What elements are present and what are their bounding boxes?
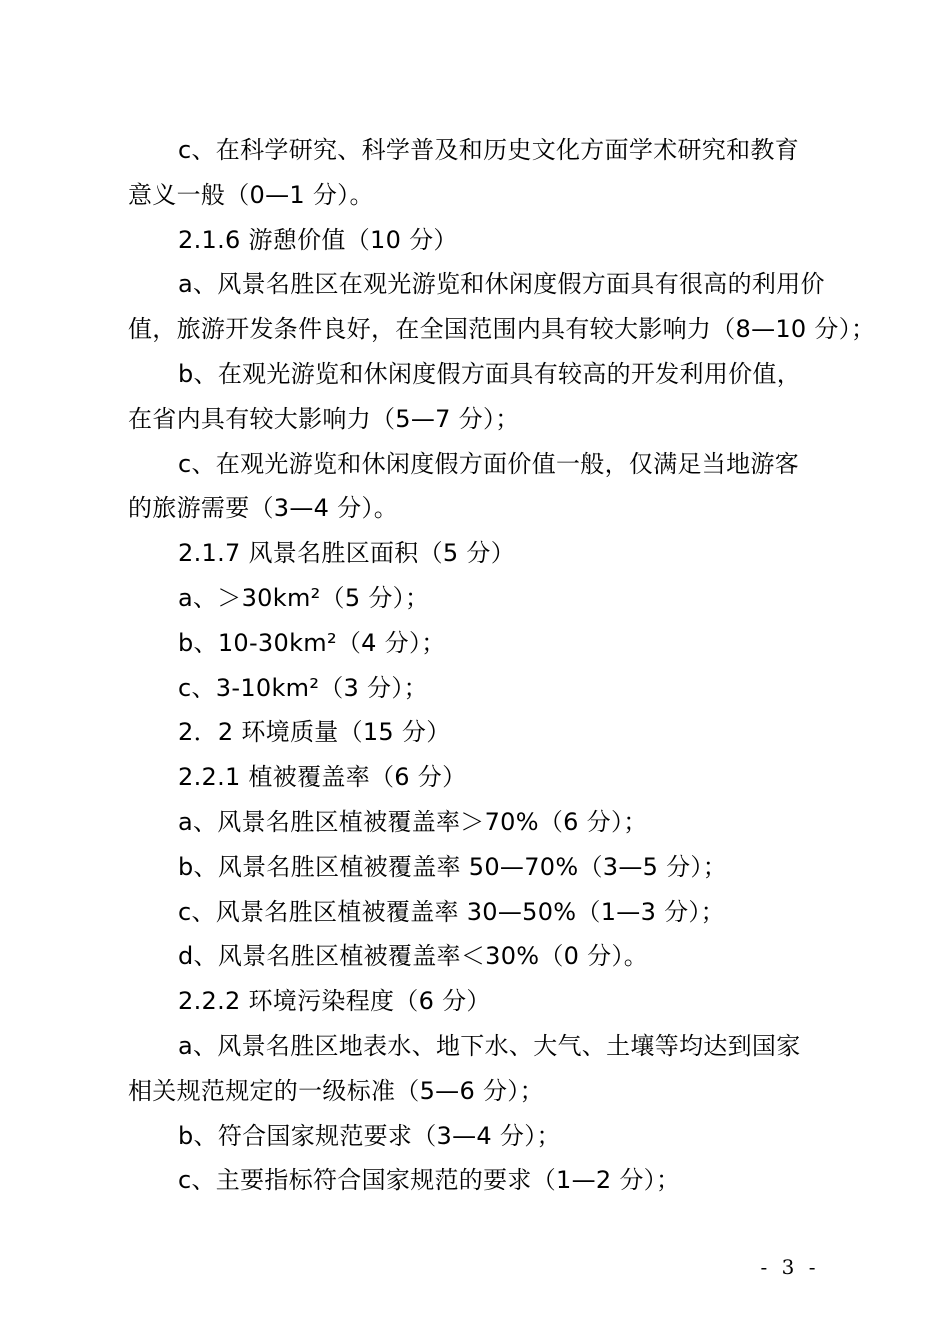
text-line: a、＞30km²（5 分）； bbox=[178, 583, 430, 612]
text-line: 2.1.6 游憩价值（10 分） bbox=[178, 225, 458, 254]
text-line: 意义一般（0—1 分）。 bbox=[128, 180, 374, 209]
text-line: 相关规范规定的一级标准（5—6 分）； bbox=[128, 1076, 544, 1105]
text-line: b、风景名胜区植被覆盖率 50—70%（3—5 分）； bbox=[178, 852, 728, 881]
text-line: 2.2.2 环境污染程度（6 分） bbox=[178, 987, 491, 1016]
text-line: c、风景名胜区植被覆盖率 30—50%（1—3 分）； bbox=[178, 897, 725, 926]
text-line: a、风景名胜区在观光游览和休闲度假方面具有很高的利用价 bbox=[178, 270, 825, 299]
document-body bbox=[128, 128, 876, 1203]
text-line: a、风景名胜区地表水、地下水、大气、土壤等均达到国家 bbox=[178, 1031, 801, 1060]
text-line: 2．2 环境质量（15 分） bbox=[178, 718, 451, 747]
text-line: d、风景名胜区植被覆盖率＜30%（0 分）。 bbox=[178, 942, 649, 971]
text-line: c、在观光游览和休闲度假方面价值一般，仅满足当地游客 bbox=[178, 449, 799, 478]
page-number: - 3 - bbox=[760, 1255, 820, 1279]
text-line: b、10-30km²（4 分）； bbox=[178, 628, 446, 657]
text-line: 在省内具有较大影响力（5—7 分）； bbox=[128, 404, 520, 433]
text-line: b、符合国家规范要求（3—4 分）； bbox=[178, 1121, 561, 1150]
text-line: c、在科学研究、科学普及和历史文化方面学术研究和教育 bbox=[178, 136, 799, 164]
text-line: a、风景名胜区植被覆盖率＞70%（6 分）； bbox=[178, 807, 648, 836]
text-line: c、3-10km²（3 分）； bbox=[178, 673, 428, 702]
text-line: b、在观光游览和休闲度假方面具有较高的开发利用价值， bbox=[178, 359, 802, 388]
text-line: 的旅游需要（3—4 分）。 bbox=[128, 494, 399, 523]
text-line: c、主要指标符合国家规范的要求（1—2 分）； bbox=[178, 1166, 681, 1195]
text-line: 2.1.7 风景名胜区面积（5 分） bbox=[178, 539, 515, 568]
text-line: 值，旅游开发条件良好，在全国范围内具有较大影响力（8—10 分）； bbox=[128, 315, 876, 344]
text-line: 2.2.1 植被覆盖率（6 分） bbox=[178, 763, 467, 792]
